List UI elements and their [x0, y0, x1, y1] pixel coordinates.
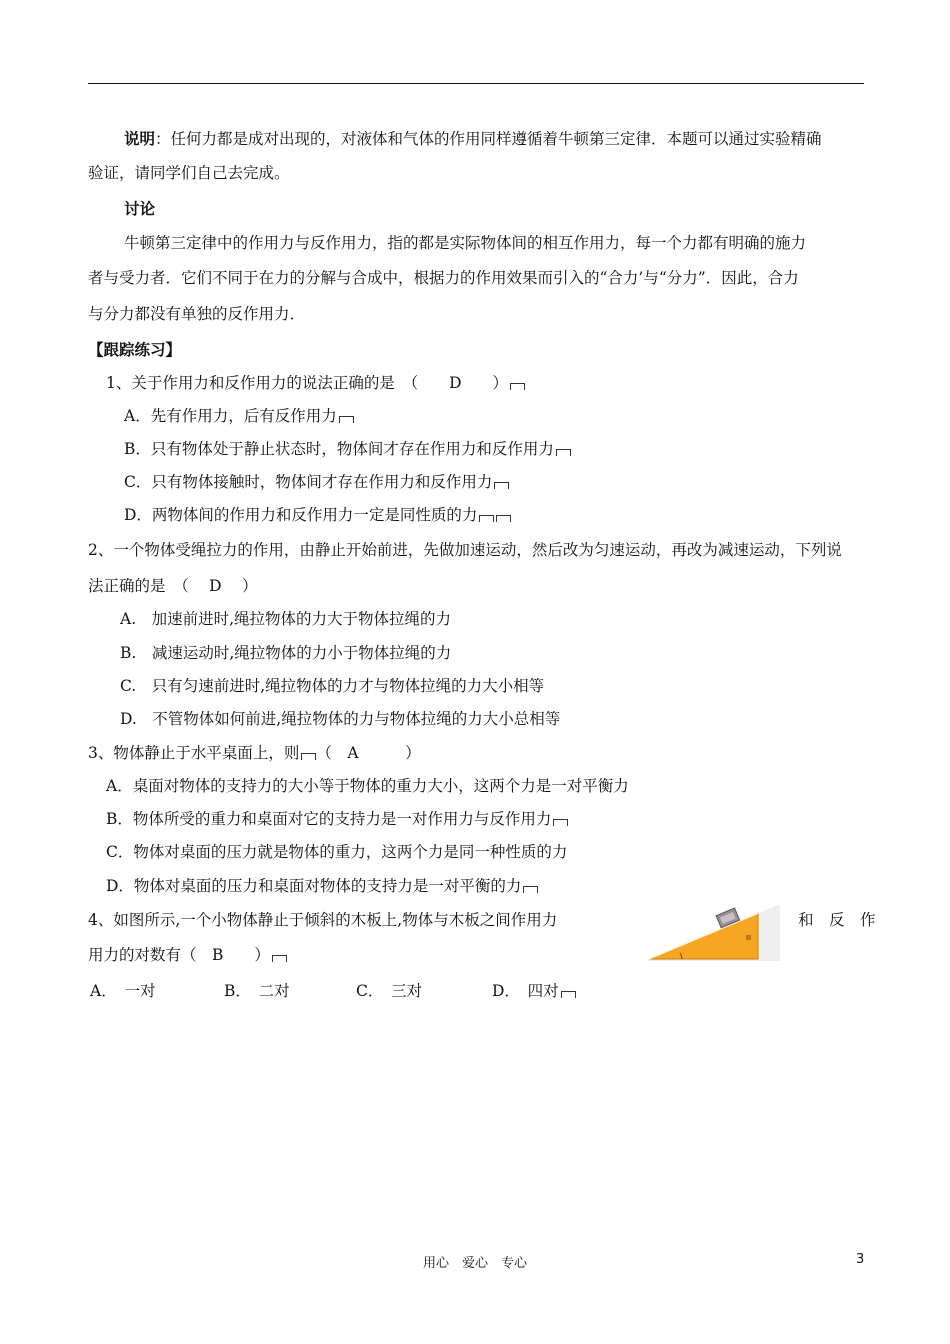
q1-stem: 1、关于作用力和反作用力的说法正确的是 （ D ） — [106, 376, 525, 392]
q2-option-a: A. 加速前进时,绳拉物体的力大于物体拉绳的力 — [120, 610, 452, 628]
q2-option-b: B. 减速运动时,绳拉物体的力小于物体拉绳的力 — [120, 644, 452, 662]
q1-option-b: B．只有物体处于静止状态时，物体间才存在作用力和反作用力 — [124, 442, 571, 458]
q3-option-c: C．物体对桌面的压力就是物体的重力，这两个力是同一种性质的力 — [106, 843, 568, 861]
q4-option-d: D． 四对 — [492, 984, 576, 1000]
discussion-line-1: 牛顿第三定律中的作用力与反作用力，指的都是实际物体间的相互作用力，每一个力都有明确的施力 — [124, 234, 807, 252]
format-mark-icon — [339, 416, 354, 423]
q2-stem-1: 2、一个物体受绳拉力的作用，由静止开始前进，先做加速运动，然后改为匀速运动，再改为减速运动，下列说 — [88, 541, 842, 559]
discussion-heading: 讨论 — [124, 199, 156, 218]
format-mark-icon — [479, 515, 494, 522]
q4-option-c: C． 三对 — [356, 982, 423, 1000]
header-rule — [88, 83, 864, 84]
q4-option-a: A． 一对 — [90, 982, 156, 1000]
footer-motto: 用心 爱心 专心 — [422, 1256, 527, 1271]
q4-stem-1: 4、如图所示,一个小物体静止于倾斜的木板上,物体与木板之间作用力 — [88, 911, 558, 929]
note-line-2: 验证，请同学们自己去完成。 — [88, 164, 290, 182]
q3-option-d: D．物体对桌面的压力和桌面对物体的支持力是一对平衡的力 — [106, 879, 538, 895]
practice-heading: 【跟踪练习】 — [88, 340, 182, 359]
format-mark-icon — [556, 449, 571, 456]
format-mark-icon — [510, 383, 525, 390]
q4-stem-2: 用力的对数有（ B ） — [88, 948, 287, 964]
q2-option-c: C. 只有匀速前进时,绳拉物体的力才与物体拉绳的力大小相等 — [120, 677, 545, 695]
q1-option-d: D．两物体间的作用力和反作用力一定是同性质的力 — [124, 508, 511, 524]
format-mark-icon — [272, 955, 287, 962]
note-text-1: ：任何力都是成对出现的，对液体和气体的作用同样遵循着牛顿第三定律．本题可以通过实验精确 — [155, 130, 822, 148]
discussion-line-3: 与分力都没有单独的反作用力． — [88, 305, 306, 323]
q3-option-a: A．桌面对物体的支持力的大小等于物体的重力大小，这两个力是一对平衡力 — [106, 777, 629, 795]
format-mark-icon — [561, 991, 576, 998]
format-mark-icon — [496, 515, 511, 522]
q4-option-b: B． 二对 — [224, 982, 290, 1000]
format-mark-icon — [301, 753, 316, 760]
q1-option-a: A．先有作用力，后有反作用力 — [124, 409, 354, 425]
discussion-line-2: 者与受力者．它们不同于在力的分解与合成中，根据力的作用效果而引入的“合力’与“分力”．因此，合力 — [88, 269, 799, 287]
format-mark-icon — [494, 482, 509, 489]
incline-figure — [642, 903, 784, 965]
q3-stem: 3、物体静止于水平桌面上，则 （ A ） — [88, 744, 421, 762]
q4-stem-1-tail: 和 反 作 — [798, 911, 876, 929]
q3-option-b: B．物体所受的重力和桌面对它的支持力是一对作用力与反作用力 — [106, 812, 568, 828]
q2-stem-2: 法正确的是 （ D ） — [88, 577, 258, 595]
q2-option-d: D. 不管物体如何前进,绳拉物体的力与物体拉绳的力大小总相等 — [120, 710, 561, 728]
note-line-1 — [124, 131, 822, 148]
format-mark-icon — [553, 819, 568, 826]
page-number: 3 — [856, 1252, 865, 1267]
format-mark-icon — [523, 886, 538, 893]
q1-option-c: C．只有物体接触时，物体间才存在作用力和反作用力 — [124, 475, 509, 491]
note-label: 说明 — [124, 129, 156, 148]
